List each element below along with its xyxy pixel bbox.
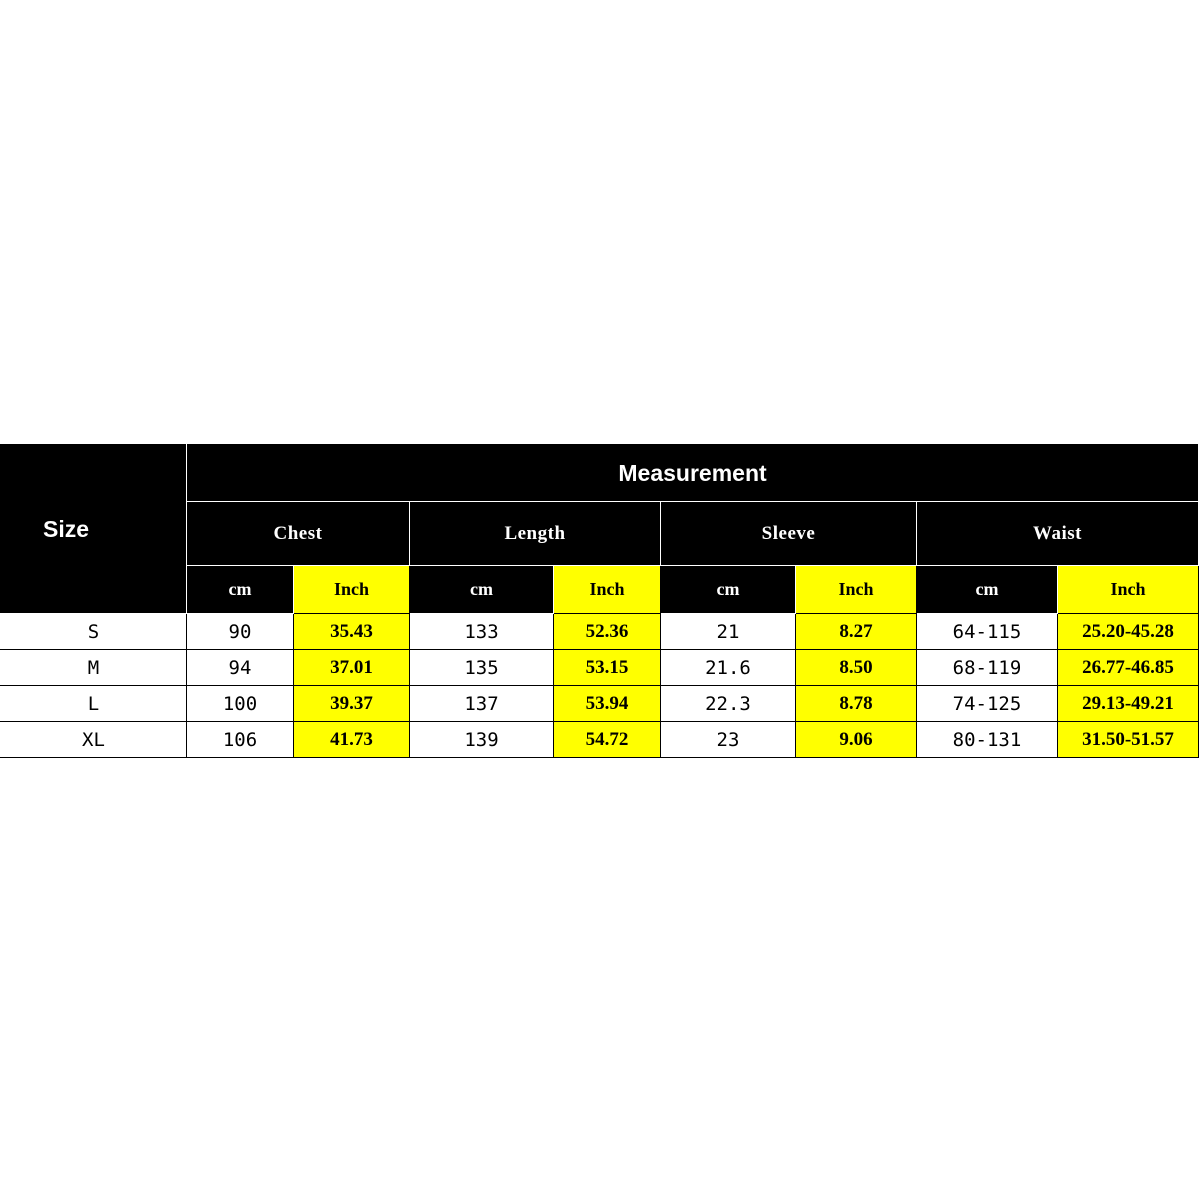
sleeve-inch-cell: 8.50 (796, 650, 917, 686)
waist-inch-cell: 31.50-51.57 (1058, 722, 1199, 758)
sleeve-group-header: Sleeve (661, 502, 917, 566)
size-label: M (1, 650, 187, 686)
sleeve-inch-cell: 9.06 (796, 722, 917, 758)
waist-cm-cell: 64-115 (917, 614, 1058, 650)
sleeve-cm-cell: 21 (661, 614, 796, 650)
chest-cm-header: cm (187, 566, 294, 614)
length-cm-cell: 137 (410, 686, 554, 722)
waist-inch-cell: 25.20-45.28 (1058, 614, 1199, 650)
sleeve-inch-cell: 8.78 (796, 686, 917, 722)
waist-cm-cell: 80-131 (917, 722, 1058, 758)
chest-group-header: Chest (187, 502, 410, 566)
table-row-m (1, 650, 1199, 686)
size-label: S (1, 614, 187, 650)
length-inch-cell: 54.72 (554, 722, 661, 758)
chest-cm-cell: 100 (187, 686, 294, 722)
sleeve-inch-cell: 8.27 (796, 614, 917, 650)
sleeve-cm-header: cm (661, 566, 796, 614)
length-inch-cell: 52.36 (554, 614, 661, 650)
size-column-header: Size (1, 445, 187, 614)
waist-inch-header: Inch (1058, 566, 1199, 614)
sleeve-inch-header: Inch (796, 566, 917, 614)
waist-cm-cell: 74-125 (917, 686, 1058, 722)
waist-cm-cell: 68-119 (917, 650, 1058, 686)
chest-inch-cell: 35.43 (294, 614, 410, 650)
sleeve-cm-cell: 21.6 (661, 650, 796, 686)
chest-inch-cell: 37.01 (294, 650, 410, 686)
length-cm-cell: 139 (410, 722, 554, 758)
length-group-header: Length (410, 502, 661, 566)
chest-cm-cell: 94 (187, 650, 294, 686)
length-inch-header: Inch (554, 566, 661, 614)
table-row-l (1, 686, 1199, 722)
chest-cm-cell: 106 (187, 722, 294, 758)
chest-inch-header: Inch (294, 566, 410, 614)
measurement-header: Measurement (187, 445, 1199, 502)
waist-inch-cell: 26.77-46.85 (1058, 650, 1199, 686)
table-row-xl (1, 722, 1199, 758)
header-row-top (1, 445, 1199, 502)
length-cm-cell: 133 (410, 614, 554, 650)
table-row-s (1, 614, 1199, 650)
waist-cm-header: cm (917, 566, 1058, 614)
waist-group-header: Waist (917, 502, 1199, 566)
size-chart-table (0, 444, 1199, 758)
size-label: L (1, 686, 187, 722)
chest-inch-cell: 41.73 (294, 722, 410, 758)
waist-inch-cell: 29.13-49.21 (1058, 686, 1199, 722)
length-cm-header: cm (410, 566, 554, 614)
chest-cm-cell: 90 (187, 614, 294, 650)
chest-inch-cell: 39.37 (294, 686, 410, 722)
length-cm-cell: 135 (410, 650, 554, 686)
sleeve-cm-cell: 22.3 (661, 686, 796, 722)
length-inch-cell: 53.15 (554, 650, 661, 686)
sleeve-cm-cell: 23 (661, 722, 796, 758)
length-inch-cell: 53.94 (554, 686, 661, 722)
size-label: XL (1, 722, 187, 758)
